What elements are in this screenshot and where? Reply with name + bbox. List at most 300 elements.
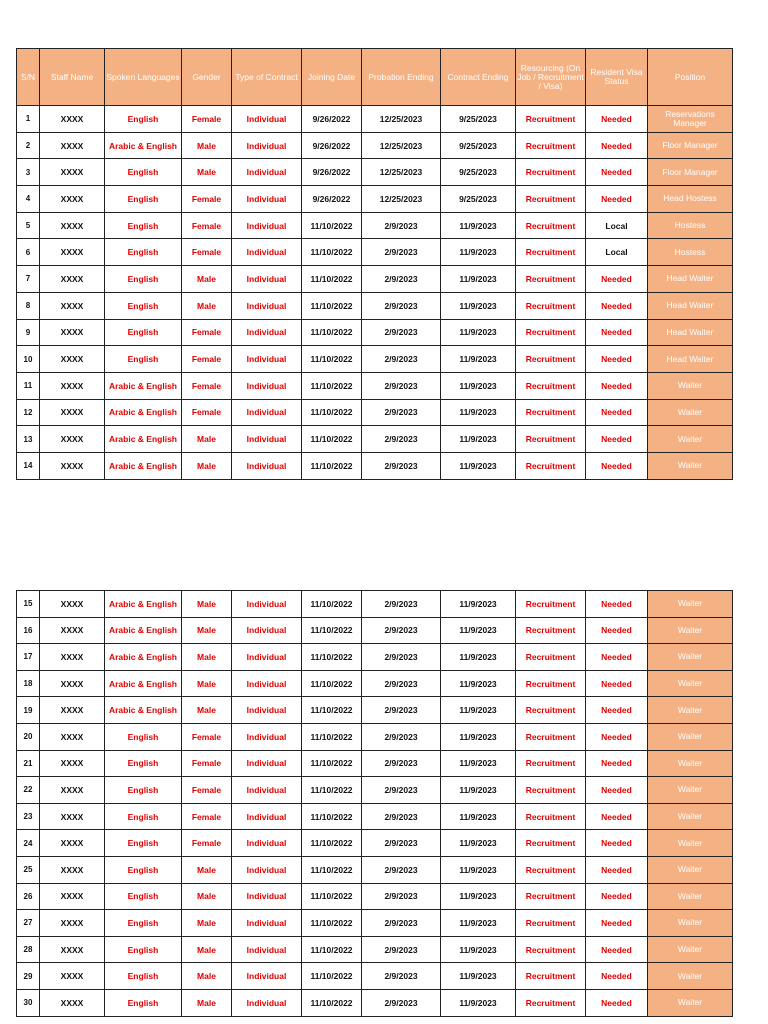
cell-resourcing: Recruitment <box>516 910 586 937</box>
cell-spoken-languages: English <box>105 212 182 239</box>
cell-spoken-languages: English <box>105 292 182 319</box>
cell-contract-ending: 11/9/2023 <box>441 426 516 453</box>
cell-probation-ending: 2/9/2023 <box>362 644 441 671</box>
cell-sn: 17 <box>17 644 40 671</box>
cell-staff-name: XXXX <box>40 266 105 293</box>
cell-spoken-languages: Arabic & English <box>105 591 182 618</box>
header-resourcing: Resourcing (On Job / Recruitment / Visa) <box>516 49 586 106</box>
cell-staff-name: XXXX <box>40 106 105 133</box>
cell-joining-date: 9/26/2022 <box>302 132 362 159</box>
cell-gender: Female <box>182 239 232 266</box>
cell-gender: Male <box>182 452 232 479</box>
cell-resident-visa-status: Local <box>586 212 648 239</box>
cell-joining-date: 11/10/2022 <box>302 372 362 399</box>
cell-spoken-languages: English <box>105 239 182 266</box>
cell-position: Waiter <box>648 777 733 804</box>
cell-sn: 18 <box>17 670 40 697</box>
cell-resident-visa-status: Needed <box>586 372 648 399</box>
cell-type-of-contract: Individual <box>232 346 302 373</box>
cell-position: Waiter <box>648 372 733 399</box>
cell-resident-visa-status: Needed <box>586 856 648 883</box>
cell-resourcing: Recruitment <box>516 266 586 293</box>
table-row <box>17 856 733 883</box>
cell-type-of-contract: Individual <box>232 803 302 830</box>
cell-sn: 26 <box>17 883 40 910</box>
table-row <box>17 910 733 937</box>
cell-probation-ending: 2/9/2023 <box>362 239 441 266</box>
table-row <box>17 723 733 750</box>
header-sn: S/N <box>17 49 40 106</box>
cell-resourcing: Recruitment <box>516 186 586 213</box>
cell-position: Waiter <box>648 830 733 857</box>
cell-joining-date: 11/10/2022 <box>302 989 362 1016</box>
cell-gender: Male <box>182 292 232 319</box>
cell-resident-visa-status: Needed <box>586 106 648 133</box>
table-row <box>17 750 733 777</box>
cell-type-of-contract: Individual <box>232 989 302 1016</box>
cell-position: Head Hostess <box>648 186 733 213</box>
cell-spoken-languages: Arabic & English <box>105 399 182 426</box>
cell-gender: Female <box>182 186 232 213</box>
cell-resourcing: Recruitment <box>516 399 586 426</box>
cell-position: Floor Manager <box>648 132 733 159</box>
cell-type-of-contract: Individual <box>232 212 302 239</box>
cell-joining-date: 9/26/2022 <box>302 186 362 213</box>
cell-gender: Male <box>182 936 232 963</box>
cell-resourcing: Recruitment <box>516 346 586 373</box>
cell-joining-date: 11/10/2022 <box>302 266 362 293</box>
cell-probation-ending: 2/9/2023 <box>362 910 441 937</box>
header-contract-ending: Contract Ending <box>441 49 516 106</box>
cell-contract-ending: 11/9/2023 <box>441 910 516 937</box>
cell-staff-name: XXXX <box>40 936 105 963</box>
cell-contract-ending: 9/25/2023 <box>441 159 516 186</box>
cell-spoken-languages: English <box>105 989 182 1016</box>
cell-gender: Male <box>182 989 232 1016</box>
table-row <box>17 399 733 426</box>
table-row <box>17 803 733 830</box>
table-row <box>17 212 733 239</box>
cell-sn: 30 <box>17 989 40 1016</box>
cell-sn: 27 <box>17 910 40 937</box>
cell-gender: Female <box>182 803 232 830</box>
cell-spoken-languages: English <box>105 723 182 750</box>
cell-resident-visa-status: Needed <box>586 591 648 618</box>
cell-contract-ending: 11/9/2023 <box>441 750 516 777</box>
cell-resident-visa-status: Needed <box>586 750 648 777</box>
cell-resident-visa-status: Needed <box>586 963 648 990</box>
cell-type-of-contract: Individual <box>232 132 302 159</box>
cell-position: Waiter <box>648 617 733 644</box>
cell-type-of-contract: Individual <box>232 266 302 293</box>
cell-probation-ending: 2/9/2023 <box>362 426 441 453</box>
cell-type-of-contract: Individual <box>232 750 302 777</box>
cell-contract-ending: 11/9/2023 <box>441 936 516 963</box>
cell-sn: 25 <box>17 856 40 883</box>
staff-table-part-1 <box>16 48 733 480</box>
cell-contract-ending: 11/9/2023 <box>441 319 516 346</box>
cell-staff-name: XXXX <box>40 803 105 830</box>
table-row <box>17 591 733 618</box>
cell-sn: 22 <box>17 777 40 804</box>
cell-sn: 4 <box>17 186 40 213</box>
cell-resourcing: Recruitment <box>516 750 586 777</box>
cell-sn: 20 <box>17 723 40 750</box>
cell-position: Waiter <box>648 803 733 830</box>
cell-resident-visa-status: Needed <box>586 697 648 724</box>
staff-table-part-2 <box>16 590 733 1017</box>
header-spoken-languages: Spoken Languages <box>105 49 182 106</box>
cell-staff-name: XXXX <box>40 186 105 213</box>
table-row <box>17 372 733 399</box>
cell-gender: Female <box>182 723 232 750</box>
table-row <box>17 644 733 671</box>
cell-resourcing: Recruitment <box>516 617 586 644</box>
cell-spoken-languages: Arabic & English <box>105 617 182 644</box>
header-row <box>17 49 733 106</box>
cell-spoken-languages: English <box>105 856 182 883</box>
cell-joining-date: 11/10/2022 <box>302 399 362 426</box>
cell-position: Floor Manager <box>648 159 733 186</box>
cell-contract-ending: 11/9/2023 <box>441 644 516 671</box>
cell-spoken-languages: English <box>105 830 182 857</box>
cell-joining-date: 11/10/2022 <box>302 617 362 644</box>
cell-probation-ending: 2/9/2023 <box>362 399 441 426</box>
cell-contract-ending: 9/25/2023 <box>441 106 516 133</box>
cell-probation-ending: 12/25/2023 <box>362 132 441 159</box>
cell-probation-ending: 2/9/2023 <box>362 803 441 830</box>
cell-resourcing: Recruitment <box>516 803 586 830</box>
cell-type-of-contract: Individual <box>232 159 302 186</box>
cell-resident-visa-status: Needed <box>586 989 648 1016</box>
cell-spoken-languages: English <box>105 936 182 963</box>
cell-spoken-languages: English <box>105 910 182 937</box>
cell-joining-date: 11/10/2022 <box>302 750 362 777</box>
cell-gender: Male <box>182 670 232 697</box>
table-row <box>17 883 733 910</box>
cell-probation-ending: 2/9/2023 <box>362 697 441 724</box>
cell-sn: 2 <box>17 132 40 159</box>
cell-staff-name: XXXX <box>40 617 105 644</box>
cell-resident-visa-status: Needed <box>586 426 648 453</box>
cell-contract-ending: 11/9/2023 <box>441 989 516 1016</box>
cell-type-of-contract: Individual <box>232 936 302 963</box>
cell-gender: Male <box>182 910 232 937</box>
cell-resourcing: Recruitment <box>516 591 586 618</box>
cell-probation-ending: 2/9/2023 <box>362 346 441 373</box>
cell-probation-ending: 2/9/2023 <box>362 670 441 697</box>
cell-staff-name: XXXX <box>40 697 105 724</box>
cell-resident-visa-status: Needed <box>586 777 648 804</box>
cell-probation-ending: 2/9/2023 <box>362 591 441 618</box>
cell-spoken-languages: English <box>105 346 182 373</box>
cell-gender: Male <box>182 644 232 671</box>
cell-resourcing: Recruitment <box>516 883 586 910</box>
cell-spoken-languages: Arabic & English <box>105 644 182 671</box>
cell-spoken-languages: English <box>105 963 182 990</box>
cell-resident-visa-status: Needed <box>586 910 648 937</box>
cell-joining-date: 11/10/2022 <box>302 292 362 319</box>
cell-probation-ending: 12/25/2023 <box>362 106 441 133</box>
cell-gender: Female <box>182 830 232 857</box>
cell-spoken-languages: Arabic & English <box>105 452 182 479</box>
cell-spoken-languages: Arabic & English <box>105 697 182 724</box>
table-row <box>17 186 733 213</box>
cell-resourcing: Recruitment <box>516 106 586 133</box>
cell-joining-date: 11/10/2022 <box>302 239 362 266</box>
cell-gender: Male <box>182 266 232 293</box>
cell-resident-visa-status: Needed <box>586 399 648 426</box>
header-resident-visa-status: Resident Visa Status <box>586 49 648 106</box>
cell-sn: 1 <box>17 106 40 133</box>
cell-staff-name: XXXX <box>40 963 105 990</box>
cell-sn: 23 <box>17 803 40 830</box>
table-row <box>17 132 733 159</box>
cell-contract-ending: 11/9/2023 <box>441 212 516 239</box>
cell-contract-ending: 11/9/2023 <box>441 292 516 319</box>
cell-probation-ending: 2/9/2023 <box>362 372 441 399</box>
cell-resourcing: Recruitment <box>516 212 586 239</box>
cell-position: Head Waiter <box>648 346 733 373</box>
cell-probation-ending: 2/9/2023 <box>362 856 441 883</box>
cell-resident-visa-status: Needed <box>586 319 648 346</box>
cell-resident-visa-status: Needed <box>586 452 648 479</box>
cell-resident-visa-status: Needed <box>586 723 648 750</box>
cell-staff-name: XXXX <box>40 212 105 239</box>
cell-joining-date: 11/10/2022 <box>302 697 362 724</box>
cell-joining-date: 11/10/2022 <box>302 426 362 453</box>
cell-spoken-languages: English <box>105 186 182 213</box>
cell-contract-ending: 11/9/2023 <box>441 591 516 618</box>
cell-staff-name: XXXX <box>40 132 105 159</box>
cell-spoken-languages: English <box>105 777 182 804</box>
cell-contract-ending: 9/25/2023 <box>441 132 516 159</box>
cell-sn: 16 <box>17 617 40 644</box>
cell-gender: Female <box>182 346 232 373</box>
cell-gender: Female <box>182 212 232 239</box>
cell-resourcing: Recruitment <box>516 159 586 186</box>
cell-type-of-contract: Individual <box>232 426 302 453</box>
cell-staff-name: XXXX <box>40 750 105 777</box>
cell-contract-ending: 9/25/2023 <box>441 186 516 213</box>
cell-gender: Female <box>182 106 232 133</box>
cell-resourcing: Recruitment <box>516 670 586 697</box>
cell-resourcing: Recruitment <box>516 452 586 479</box>
cell-contract-ending: 11/9/2023 <box>441 883 516 910</box>
cell-staff-name: XXXX <box>40 399 105 426</box>
cell-contract-ending: 11/9/2023 <box>441 452 516 479</box>
cell-contract-ending: 11/9/2023 <box>441 777 516 804</box>
cell-resourcing: Recruitment <box>516 644 586 671</box>
table-row <box>17 346 733 373</box>
cell-sn: 24 <box>17 830 40 857</box>
cell-joining-date: 11/10/2022 <box>302 644 362 671</box>
cell-position: Waiter <box>648 670 733 697</box>
cell-sn: 29 <box>17 963 40 990</box>
cell-joining-date: 9/26/2022 <box>302 159 362 186</box>
cell-position: Waiter <box>648 426 733 453</box>
cell-resourcing: Recruitment <box>516 856 586 883</box>
cell-position: Waiter <box>648 723 733 750</box>
cell-contract-ending: 11/9/2023 <box>441 346 516 373</box>
cell-staff-name: XXXX <box>40 319 105 346</box>
cell-staff-name: XXXX <box>40 723 105 750</box>
table-row <box>17 617 733 644</box>
cell-resident-visa-status: Needed <box>586 803 648 830</box>
cell-type-of-contract: Individual <box>232 617 302 644</box>
cell-sn: 14 <box>17 452 40 479</box>
cell-sn: 8 <box>17 292 40 319</box>
cell-resourcing: Recruitment <box>516 372 586 399</box>
cell-position: Hostess <box>648 239 733 266</box>
cell-probation-ending: 2/9/2023 <box>362 989 441 1016</box>
cell-position: Waiter <box>648 883 733 910</box>
cell-staff-name: XXXX <box>40 372 105 399</box>
cell-type-of-contract: Individual <box>232 319 302 346</box>
cell-joining-date: 11/10/2022 <box>302 319 362 346</box>
cell-probation-ending: 2/9/2023 <box>362 319 441 346</box>
cell-contract-ending: 11/9/2023 <box>441 697 516 724</box>
cell-contract-ending: 11/9/2023 <box>441 723 516 750</box>
cell-sn: 21 <box>17 750 40 777</box>
cell-gender: Female <box>182 319 232 346</box>
cell-joining-date: 11/10/2022 <box>302 452 362 479</box>
cell-spoken-languages: Arabic & English <box>105 670 182 697</box>
cell-resident-visa-status: Needed <box>586 159 648 186</box>
cell-joining-date: 11/10/2022 <box>302 346 362 373</box>
cell-position: Waiter <box>648 750 733 777</box>
cell-gender: Male <box>182 132 232 159</box>
cell-staff-name: XXXX <box>40 591 105 618</box>
cell-resident-visa-status: Needed <box>586 830 648 857</box>
cell-spoken-languages: Arabic & English <box>105 372 182 399</box>
cell-probation-ending: 2/9/2023 <box>362 617 441 644</box>
cell-contract-ending: 11/9/2023 <box>441 856 516 883</box>
cell-probation-ending: 2/9/2023 <box>362 777 441 804</box>
cell-sn: 13 <box>17 426 40 453</box>
cell-type-of-contract: Individual <box>232 910 302 937</box>
cell-staff-name: XXXX <box>40 883 105 910</box>
cell-position: Waiter <box>648 856 733 883</box>
cell-gender: Male <box>182 159 232 186</box>
cell-spoken-languages: English <box>105 106 182 133</box>
cell-contract-ending: 11/9/2023 <box>441 803 516 830</box>
cell-gender: Female <box>182 750 232 777</box>
table-row <box>17 777 733 804</box>
cell-probation-ending: 2/9/2023 <box>362 723 441 750</box>
cell-probation-ending: 2/9/2023 <box>362 936 441 963</box>
cell-type-of-contract: Individual <box>232 106 302 133</box>
cell-joining-date: 11/10/2022 <box>302 803 362 830</box>
table-row <box>17 830 733 857</box>
table-row <box>17 106 733 133</box>
cell-spoken-languages: English <box>105 266 182 293</box>
table-row <box>17 292 733 319</box>
cell-sn: 15 <box>17 591 40 618</box>
cell-staff-name: XXXX <box>40 644 105 671</box>
cell-resourcing: Recruitment <box>516 292 586 319</box>
cell-probation-ending: 2/9/2023 <box>362 963 441 990</box>
table-row <box>17 426 733 453</box>
cell-resourcing: Recruitment <box>516 963 586 990</box>
cell-position: Waiter <box>648 936 733 963</box>
cell-joining-date: 11/10/2022 <box>302 830 362 857</box>
cell-joining-date: 11/10/2022 <box>302 777 362 804</box>
cell-joining-date: 11/10/2022 <box>302 910 362 937</box>
cell-position: Head Waiter <box>648 292 733 319</box>
cell-gender: Male <box>182 856 232 883</box>
cell-probation-ending: 2/9/2023 <box>362 292 441 319</box>
cell-probation-ending: 2/9/2023 <box>362 212 441 239</box>
cell-spoken-languages: Arabic & English <box>105 426 182 453</box>
cell-probation-ending: 2/9/2023 <box>362 830 441 857</box>
cell-position: Waiter <box>648 452 733 479</box>
cell-sn: 12 <box>17 399 40 426</box>
cell-probation-ending: 2/9/2023 <box>362 883 441 910</box>
table-row <box>17 989 733 1016</box>
cell-joining-date: 11/10/2022 <box>302 670 362 697</box>
cell-sn: 28 <box>17 936 40 963</box>
cell-staff-name: XXXX <box>40 346 105 373</box>
cell-type-of-contract: Individual <box>232 239 302 266</box>
cell-contract-ending: 11/9/2023 <box>441 399 516 426</box>
cell-contract-ending: 11/9/2023 <box>441 239 516 266</box>
table-body-1 <box>17 106 733 480</box>
header-probation-ending: Probation Ending <box>362 49 441 106</box>
cell-staff-name: XXXX <box>40 856 105 883</box>
cell-joining-date: 9/26/2022 <box>302 106 362 133</box>
cell-probation-ending: 2/9/2023 <box>362 750 441 777</box>
cell-type-of-contract: Individual <box>232 452 302 479</box>
cell-resourcing: Recruitment <box>516 830 586 857</box>
cell-type-of-contract: Individual <box>232 292 302 319</box>
cell-resident-visa-status: Needed <box>586 936 648 963</box>
cell-spoken-languages: English <box>105 750 182 777</box>
cell-probation-ending: 12/25/2023 <box>362 186 441 213</box>
cell-sn: 7 <box>17 266 40 293</box>
cell-gender: Male <box>182 883 232 910</box>
cell-sn: 11 <box>17 372 40 399</box>
cell-probation-ending: 2/9/2023 <box>362 452 441 479</box>
cell-type-of-contract: Individual <box>232 883 302 910</box>
cell-staff-name: XXXX <box>40 830 105 857</box>
cell-resident-visa-status: Needed <box>586 132 648 159</box>
cell-type-of-contract: Individual <box>232 963 302 990</box>
cell-type-of-contract: Individual <box>232 186 302 213</box>
cell-resident-visa-status: Needed <box>586 346 648 373</box>
cell-staff-name: XXXX <box>40 426 105 453</box>
cell-probation-ending: 2/9/2023 <box>362 266 441 293</box>
cell-resourcing: Recruitment <box>516 239 586 266</box>
cell-spoken-languages: English <box>105 159 182 186</box>
cell-staff-name: XXXX <box>40 452 105 479</box>
cell-position: Waiter <box>648 989 733 1016</box>
cell-resident-visa-status: Needed <box>586 644 648 671</box>
table-row <box>17 159 733 186</box>
cell-contract-ending: 11/9/2023 <box>441 266 516 293</box>
cell-gender: Female <box>182 399 232 426</box>
header-gender: Gender <box>182 49 232 106</box>
cell-resourcing: Recruitment <box>516 697 586 724</box>
cell-sn: 3 <box>17 159 40 186</box>
cell-joining-date: 11/10/2022 <box>302 856 362 883</box>
table-row <box>17 319 733 346</box>
table-row <box>17 239 733 266</box>
cell-type-of-contract: Individual <box>232 777 302 804</box>
cell-staff-name: XXXX <box>40 910 105 937</box>
cell-contract-ending: 11/9/2023 <box>441 617 516 644</box>
cell-sn: 9 <box>17 319 40 346</box>
